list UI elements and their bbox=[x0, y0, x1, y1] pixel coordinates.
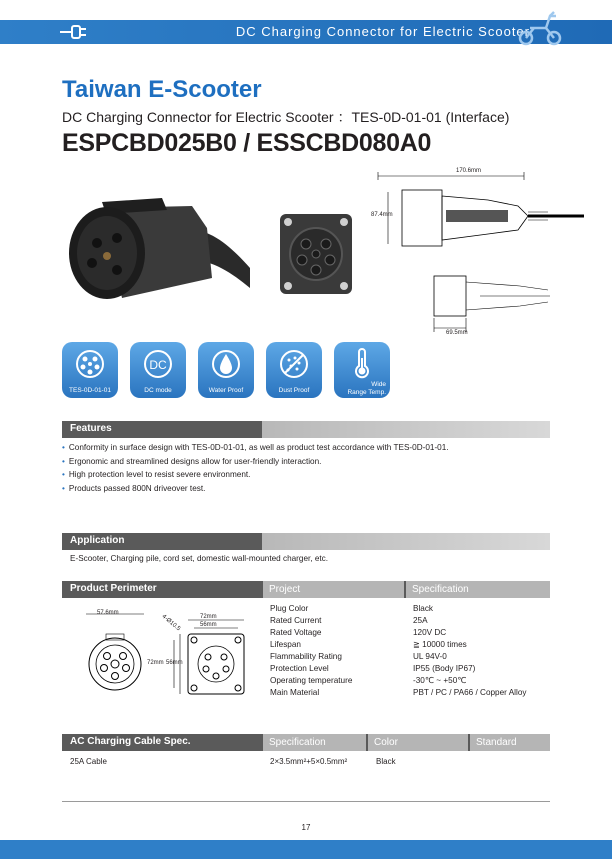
socket-icon bbox=[74, 348, 106, 380]
icon-label-temp-line1: Wide bbox=[371, 381, 386, 388]
product-dimension-drawing bbox=[80, 606, 270, 702]
col-head-standard: Standard bbox=[470, 734, 550, 751]
features-heading: Features bbox=[70, 423, 112, 434]
spec-project-column bbox=[270, 603, 352, 699]
page-number: 17 bbox=[301, 823, 311, 832]
features-list bbox=[62, 441, 449, 496]
drawing-height-label: 87.4mm bbox=[371, 212, 393, 218]
col-head-project: Project bbox=[263, 581, 404, 598]
footer-divider bbox=[62, 801, 550, 802]
cable-name: 25A Cable bbox=[70, 757, 107, 766]
dim-h1: 72mm bbox=[147, 660, 164, 666]
spec-value-column bbox=[413, 603, 526, 699]
spec-project: Protection Level bbox=[270, 664, 329, 673]
spec-project: Main Material bbox=[270, 688, 320, 697]
scooter-icon bbox=[516, 6, 564, 48]
col-head-spec: Specification bbox=[406, 581, 550, 598]
features-header bbox=[62, 421, 550, 438]
dim-hole-inner: 56mm bbox=[200, 622, 217, 628]
icon-tile-dust bbox=[266, 342, 322, 398]
spec-project: Lifespan bbox=[270, 640, 301, 649]
model-number: ESPCBD025B0 / ESSCBD080A0 bbox=[62, 129, 432, 157]
plug-photo bbox=[62, 188, 250, 316]
icon-tile-socket bbox=[62, 342, 118, 398]
drawing-side-view bbox=[368, 166, 584, 256]
thermometer-icon bbox=[346, 348, 378, 380]
spec-value: -30℃ ~ +50℃ bbox=[413, 676, 467, 685]
spec-project: Rated Voltage bbox=[270, 628, 322, 637]
drawing-length-label: 170.6mm bbox=[456, 168, 482, 174]
feature-item bbox=[62, 482, 449, 496]
spec-value: UL 94V-0 bbox=[413, 652, 447, 661]
brand-title: Taiwan E-Scooter bbox=[62, 76, 262, 103]
spec-value: PBT / PC / PA66 / Copper Alloy bbox=[413, 688, 527, 697]
icon-label-temp bbox=[334, 381, 390, 396]
application-header-shade bbox=[262, 533, 550, 550]
feature-item bbox=[62, 468, 449, 482]
water-drop-icon bbox=[210, 348, 242, 380]
feature-item bbox=[62, 441, 449, 455]
icon-tile-water bbox=[198, 342, 254, 398]
product-heading: Product Perimeter bbox=[70, 583, 157, 594]
feature-text: High protection level to resist severe environment. bbox=[68, 470, 251, 480]
svg-text:DC: DC bbox=[149, 358, 167, 372]
icon-label-dc: DC mode bbox=[144, 387, 172, 394]
dc-icon bbox=[142, 348, 174, 380]
spec-project: Rated Current bbox=[270, 616, 322, 625]
dim-h2: 56mm bbox=[166, 660, 183, 666]
icon-tile-temp bbox=[334, 342, 390, 398]
application-heading: Application bbox=[70, 535, 125, 546]
plug-icon bbox=[58, 22, 88, 42]
cable-spec: 2×3.5mm²+5×0.5mm² bbox=[270, 757, 348, 766]
cable-header bbox=[62, 734, 550, 751]
icon-label-dust: Dust Proof bbox=[278, 387, 310, 394]
spec-value: 120V DC bbox=[413, 628, 447, 637]
spec-value: IP55 (Body IP67) bbox=[413, 664, 476, 673]
col-head-cable-spec: Specification bbox=[263, 734, 366, 751]
spec-project: Plug Color bbox=[270, 604, 309, 613]
product-subtitle: DC Charging Connector for Electric Scooter ：TES-0D-01-01 (Interface) bbox=[62, 109, 510, 125]
feature-item bbox=[62, 455, 449, 469]
cable-heading: AC Charging Cable Spec. bbox=[70, 736, 191, 747]
spec-value: 25A bbox=[413, 616, 428, 625]
icon-tile-dc bbox=[130, 342, 186, 398]
feature-text: Products passed 800N driveover test. bbox=[68, 484, 206, 494]
socket-photo bbox=[278, 212, 354, 296]
icon-label-temp-line2: Range Temp. bbox=[347, 388, 386, 396]
cable-color: Black bbox=[376, 757, 396, 766]
spec-project: Operating temperature bbox=[270, 676, 353, 685]
drawing-width-label: 69.5mm bbox=[446, 330, 468, 336]
footer-bar bbox=[0, 840, 612, 859]
features-header-shade bbox=[262, 421, 550, 438]
drawing-top-view bbox=[420, 268, 560, 338]
application-header bbox=[62, 533, 550, 550]
spec-project: Flammability Rating bbox=[270, 652, 342, 661]
header-title: DC Charging Connector for Electric Scooter bbox=[235, 24, 530, 39]
icon-label-socket: TES-0D-01-01 bbox=[69, 387, 111, 394]
spec-value: Black bbox=[413, 604, 434, 613]
application-text: E-Scooter, Charging pile, cord set, domestic wall-mounted charger, etc. bbox=[70, 554, 329, 563]
spec-value: ≧ 10000 times bbox=[413, 640, 467, 649]
dim-width: 57.6mm bbox=[97, 610, 119, 616]
feature-text: Conformity in surface design with TES-0D-01-01, as well as product test accordance with TES-0D-01-01. bbox=[68, 443, 449, 452]
dust-icon bbox=[278, 348, 310, 380]
feature-icons bbox=[62, 342, 402, 402]
dim-hole-w: 72mm bbox=[200, 614, 217, 620]
product-header bbox=[62, 581, 550, 598]
col-head-color: Color bbox=[368, 734, 468, 751]
icon-label-water: Water Proof bbox=[208, 387, 244, 394]
feature-text: Ergonomic and streamlined designs allow for user-friendly interaction. bbox=[68, 456, 322, 466]
dim-angle: 4-Ø10.5 bbox=[160, 613, 182, 633]
